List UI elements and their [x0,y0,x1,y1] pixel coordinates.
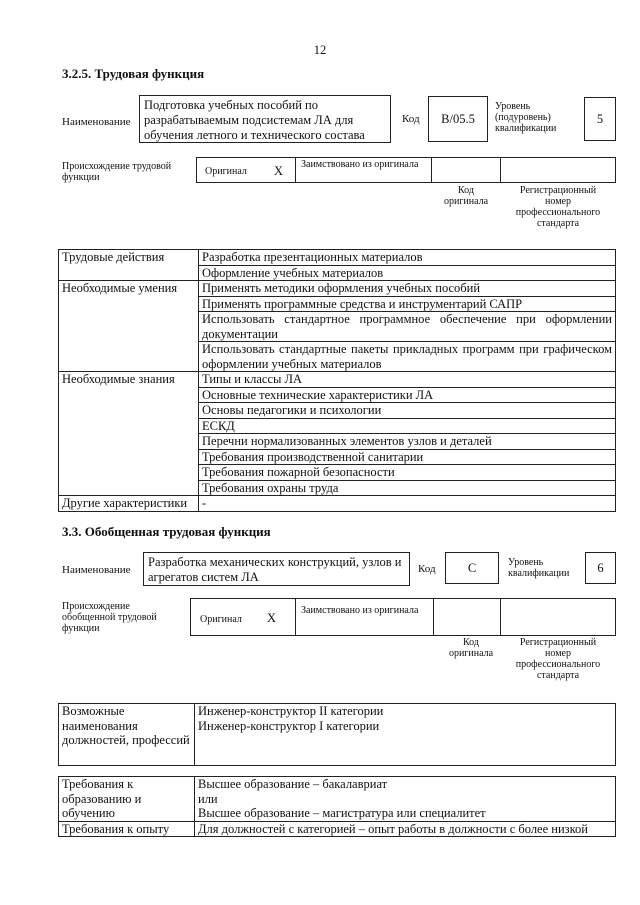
page-number: 12 [313,43,327,57]
table-row [59,372,616,388]
row-item: ЕСКД [199,418,616,434]
row-item: Требования охраны труда [199,480,616,496]
row-item: Применять методики оформления учебных пособий [199,281,616,297]
requirements-table [58,776,616,837]
generalized-function-name-box [143,552,410,586]
education-line: Высшее образование – магистратура или специалитет [198,806,486,820]
function-table-3-2-5 [58,249,616,512]
row-item: Разработка презентационных материалов [199,250,616,266]
level-box [584,97,616,141]
experience-label: Требования к опыту [59,821,195,837]
position-item: Инженер-конструктор II категории [198,704,384,718]
education-label: Требования к образованию и обучению [59,777,195,822]
positions-label: Возможные наименования должностей, профессий [59,704,195,766]
code-label: Код [418,563,436,575]
borrowed-label: Заимствовано из оригинала [301,159,419,170]
divider [431,158,432,182]
name-label: Наименование [62,564,131,576]
row-label: Необходимые знания [59,372,199,496]
function-name-value: Подготовка учебных пособий по разрабатываемым подсистемам ЛА для обучения летного и технического состава [144,98,365,142]
origin-row [196,157,616,183]
borrowed-label: Заимствовано из оригинала [301,605,419,616]
code-original-label: Код оригинала [443,185,489,207]
function-name-box [139,95,391,143]
divider [295,599,296,635]
row-label: Необходимые умения [59,281,199,372]
table-row [59,777,616,822]
row-item: Требования производственной санитарии [199,449,616,465]
row-label: Трудовые действия [59,250,199,281]
position-item: Инженер-конструктор I категории [198,718,380,733]
name-label: Наименование [62,116,131,128]
level-value: 6 [597,561,604,575]
row-item: Основные технические характеристики ЛА [199,387,616,403]
divider [433,599,434,635]
code-value: С [467,561,477,575]
code-box [445,552,499,584]
code-box [428,96,488,142]
row-item: Использовать стандартные пакеты прикладных программ при графическом оформлении учебных материалов [199,342,616,372]
row-item: Требования пожарной безопасности [199,465,616,481]
positions-cell [195,704,616,766]
divider [500,158,501,182]
row-item: Оформление учебных материалов [199,265,616,281]
original-label: Оригинал [205,166,247,177]
education-line: или [198,791,218,806]
divider [500,599,501,635]
original-label: Оригинал [200,614,242,625]
code-label: Код [402,113,420,125]
reg-number-label: Регистрационный номер профессионального стандарта [515,637,601,681]
table-row [59,281,616,297]
row-item: Использовать стандартное программное обеспечение при оформлении документации [199,312,616,342]
reg-number-label: Регистрационный номер профессионального стандарта [515,185,601,229]
row-item: Типы и классы ЛА [199,372,616,388]
experience-value: Для должностей с категорией – опыт работы в должности с более низкой [195,821,616,837]
table-row [59,704,616,766]
education-cell [195,777,616,822]
original-mark: Х [267,611,277,625]
origin-label: Происхождение обобщенной трудовой функции [62,601,157,634]
row-item: - [199,496,616,512]
level-value: 5 [596,112,604,126]
level-box [585,552,616,584]
generalized-function-name-value: Разработка механических конструкций, узлов и агрегатов систем ЛА [148,555,402,584]
table-row [59,496,616,512]
origin-label: Происхождение трудовой функции [62,161,172,183]
table-row [59,250,616,266]
row-item: Применять программные средства и инструментарий САПР [199,296,616,312]
education-line: Высшее образование – бакалавриат [198,777,388,791]
level-label: Уровень (подуровень) квалификации [495,101,557,134]
row-item: Перечни нормализованных элементов узлов и деталей [199,434,616,450]
section-heading-3-2-5: 3.2.5. Трудовая функция [62,66,205,81]
original-mark: Х [274,164,284,178]
divider [295,158,296,182]
section-heading-3-3: 3.3. Обобщенная трудовая функция [62,524,271,539]
level-label: Уровень квалификации [508,557,570,579]
code-original-label: Код оригинала [448,637,494,659]
positions-table [58,703,616,766]
code-value: В/05.5 [441,112,475,126]
origin-row [190,598,616,636]
table-row [59,821,616,837]
row-label: Другие характеристики [59,496,199,512]
row-item: Основы педагогики и психологии [199,403,616,419]
